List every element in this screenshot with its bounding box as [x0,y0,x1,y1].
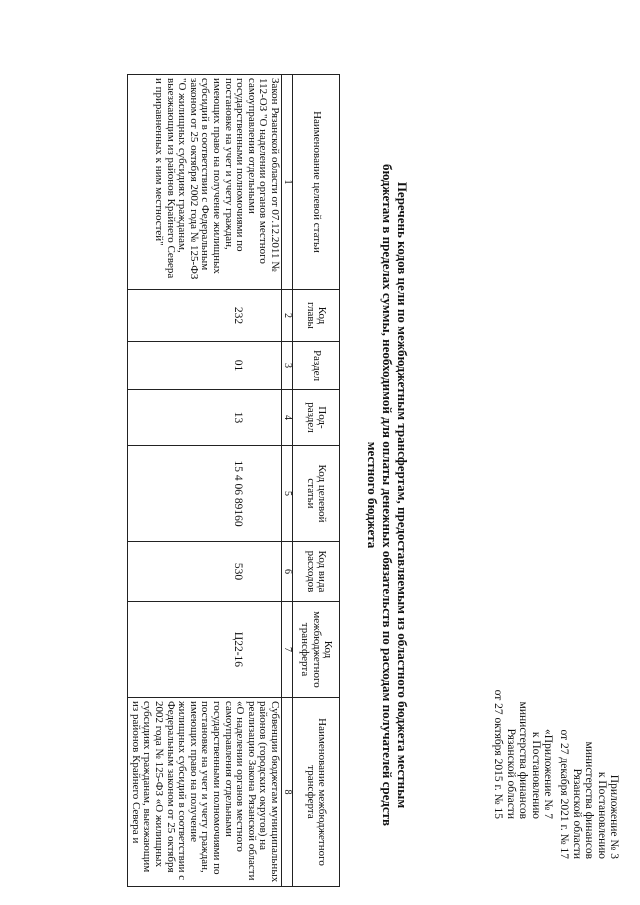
appendix-line: к Постановлению [529,731,542,819]
chapter-code: 232 [128,290,282,342]
appendix-line: Приложение № 3 [608,774,620,859]
title-line: бюджетам в пределах суммы, необходимой для оплаты денежных обязательств по расходам получателей средств [380,163,395,827]
header-cell: Наименование целевой статьи [293,75,340,290]
appendix-line: от 27 октября 2015 г. № 15 [492,689,505,819]
header-cell: Раздел [293,342,340,390]
column-number: 8 [282,698,293,887]
appendix-line: Рязанской области [504,728,517,819]
header-cell: Код целевой статьи [293,446,340,542]
title-line: местного бюджета [365,441,380,549]
appendix-line: «Приложение № 7 [542,729,554,819]
appendix-header-current [558,729,620,859]
column-number: 7 [282,602,293,698]
transfer-name: Субвенции бюджетам муниципальных районов (городских округов) на реализацию Закона Рязанской области «О наделении органов местного самоуправления отдельными государственными полномочиями по постановке на учет и учету граждан, имеющих право на получение жилищных субсидий в соответствии с Федеральным законом от 25 октября 2002 года № 125-ФЗ «О жилищных субсидиях гражданам, выезжающим из районов Крайнего Севера и [128,698,282,887]
appendix-line: министерства финансов [583,741,596,859]
transfer-codes-table [127,74,340,887]
section-code: 01 [128,342,282,390]
header-cell: Под-раздел [293,390,340,446]
column-number: 5 [282,446,293,542]
column-number: 6 [282,542,293,602]
column-number-row [282,75,293,887]
header-cell: Наименование межбюджетного трансферта [293,698,340,887]
header-cell: Код главы [293,290,340,342]
title-line: Перечень кодов цели по межбюджетным трансфертам, предоставляемым из областного бюджета местным [395,181,410,809]
header-cell: Код межбюджетного трансферта [293,602,340,698]
target-article-code: 15 4 06 89160 [128,446,282,542]
header-cell: Код вида расходов [293,542,340,602]
appendix-line: министерства финансов [517,701,530,819]
column-number: 1 [282,75,293,290]
table-header-row [293,75,340,887]
expense-type-code: 530 [128,542,282,602]
appendix-header-previous [492,690,554,819]
column-number: 2 [282,290,293,342]
table-row [128,75,282,887]
appendix-line: Рязанской области [570,768,583,859]
appendix-line: к Постановлению [595,771,608,859]
column-number: 4 [282,390,293,446]
transfer-code: Ц22-16 [128,602,282,698]
subsection-code: 13 [128,390,282,446]
document-title [365,150,410,840]
appendix-line: от 27 декабря 2021 г. № 17 [558,729,571,859]
target-article-name: Закон Рязанской области от 07.12.2011 № 112-ОЗ "О наделении органов местного самоуправления отдельными государственными полномочиями по постановке на учет и учету граждан, имеющих право на получение жилищных субсидий в соответствии с Федеральным законом от 25 октября 2002 года № 125-ФЗ "О жилищных субсидиях гражданам, выезжающим из районов Крайнего Севера и приравненных к ним местностей" [128,75,282,290]
column-number: 3 [282,342,293,390]
